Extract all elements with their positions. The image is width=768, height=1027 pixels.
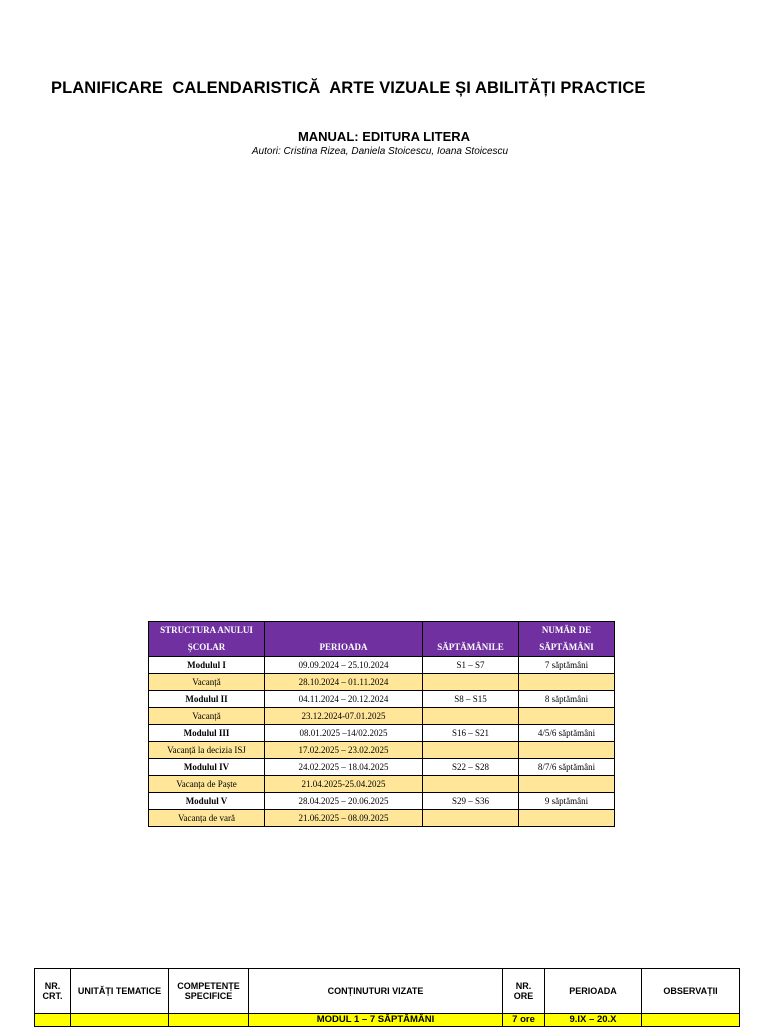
weeks-cell xyxy=(423,674,519,691)
header-week-count: NUMĂR DE SĂPTĂMÂNI xyxy=(519,622,615,657)
module-competences-cell xyxy=(169,1014,249,1027)
header-structure: STRUCTURA ANULUI ȘCOLAR xyxy=(149,622,265,657)
weeks-cell xyxy=(423,708,519,725)
header-period: PERIOADA xyxy=(545,969,642,1014)
structure-name-cell: Modulul I xyxy=(149,657,265,674)
plan-header-row xyxy=(35,969,740,1014)
school-year-structure-table xyxy=(148,621,615,827)
weeks-cell: S16 – S21 xyxy=(423,725,519,742)
period-cell: 28.04.2025 – 20.06.2025 xyxy=(265,793,423,810)
module-row xyxy=(149,725,615,742)
calendar-plan-table xyxy=(34,968,740,1027)
module-row xyxy=(149,691,615,708)
document-title: PLANIFICARE CALENDARISTICĂ ARTE VIZUALE ȘI ABILITĂȚI PRACTICE xyxy=(51,79,646,97)
vacation-row xyxy=(149,776,615,793)
structure-name-cell: Vacanță xyxy=(149,708,265,725)
structure-name-cell: Vacanța de Paște xyxy=(149,776,265,793)
structure-name-cell: Modulul V xyxy=(149,793,265,810)
header-competences: COMPETENȚE SPECIFICE xyxy=(169,969,249,1014)
weeks-cell xyxy=(423,742,519,759)
weeks-cell xyxy=(423,810,519,827)
module-observations-cell xyxy=(642,1014,740,1027)
week-count-cell: 4/5/6 săptămâni xyxy=(519,725,615,742)
header-period: PERIOADA xyxy=(265,622,423,657)
structure-name-cell: Modulul IV xyxy=(149,759,265,776)
period-cell: 09.09.2024 – 25.10.2024 xyxy=(265,657,423,674)
module-contents-cell: MODUL 1 – 7 SĂPTĂMÂNI xyxy=(249,1014,503,1027)
vacation-row xyxy=(149,742,615,759)
period-cell: 17.02.2025 – 23.02.2025 xyxy=(265,742,423,759)
authors-line: Autori: Cristina Rizea, Daniela Stoicescu, Ioana Stoicescu xyxy=(251,146,509,157)
module-units-cell xyxy=(71,1014,169,1027)
structure-name-cell: Vacanța de vară xyxy=(149,810,265,827)
module-row xyxy=(149,657,615,674)
week-count-cell xyxy=(519,776,615,793)
period-cell: 04.11.2024 – 20.12.2024 xyxy=(265,691,423,708)
structure-name-cell: Modulul II xyxy=(149,691,265,708)
period-cell: 24.02.2025 – 18.04.2025 xyxy=(265,759,423,776)
module-row xyxy=(149,759,615,776)
header-units: UNITĂȚI TEMATICE xyxy=(71,969,169,1014)
weeks-cell: S8 – S15 xyxy=(423,691,519,708)
period-cell: 23.12.2024-07.01.2025 xyxy=(265,708,423,725)
week-count-cell xyxy=(519,810,615,827)
module-period-cell: 9.IX – 20.X xyxy=(545,1014,642,1027)
week-count-cell xyxy=(519,708,615,725)
weeks-cell: S22 – S28 xyxy=(423,759,519,776)
week-count-cell: 9 săptămâni xyxy=(519,793,615,810)
structure-name-cell: Vacanță xyxy=(149,674,265,691)
header-observations: OBSERVAȚII xyxy=(642,969,740,1014)
module-hours-cell: 7 ore xyxy=(503,1014,545,1027)
header-contents: CONȚINUTURI VIZATE xyxy=(249,969,503,1014)
vacation-row xyxy=(149,674,615,691)
header-hours: NR. ORE xyxy=(503,969,545,1014)
structure-name-cell: Vacanță la decizia ISJ xyxy=(149,742,265,759)
vacation-row xyxy=(149,708,615,725)
header-nr: NR. CRT. xyxy=(35,969,71,1014)
period-cell: 21.06.2025 – 08.09.2025 xyxy=(265,810,423,827)
week-count-cell: 8/7/6 săptămâni xyxy=(519,759,615,776)
week-count-cell xyxy=(519,742,615,759)
vacation-row xyxy=(149,810,615,827)
weeks-cell: S1 – S7 xyxy=(423,657,519,674)
period-cell: 21.04.2025-25.04.2025 xyxy=(265,776,423,793)
structure-name-cell: Modulul III xyxy=(149,725,265,742)
module-nr-cell xyxy=(35,1014,71,1027)
week-count-cell: 8 săptămâni xyxy=(519,691,615,708)
week-count-cell xyxy=(519,674,615,691)
module-row xyxy=(149,793,615,810)
header-weeks: SĂPTĂMÂNILE xyxy=(423,622,519,657)
manual-label: MANUAL: EDITURA LITERA xyxy=(297,129,471,144)
structure-header-row xyxy=(149,622,615,657)
week-count-cell: 7 săptămâni xyxy=(519,657,615,674)
weeks-cell: S29 – S36 xyxy=(423,793,519,810)
period-cell: 28.10.2024 – 01.11.2024 xyxy=(265,674,423,691)
module-row xyxy=(35,1014,740,1027)
weeks-cell xyxy=(423,776,519,793)
period-cell: 08.01.2025 –14/02.2025 xyxy=(265,725,423,742)
